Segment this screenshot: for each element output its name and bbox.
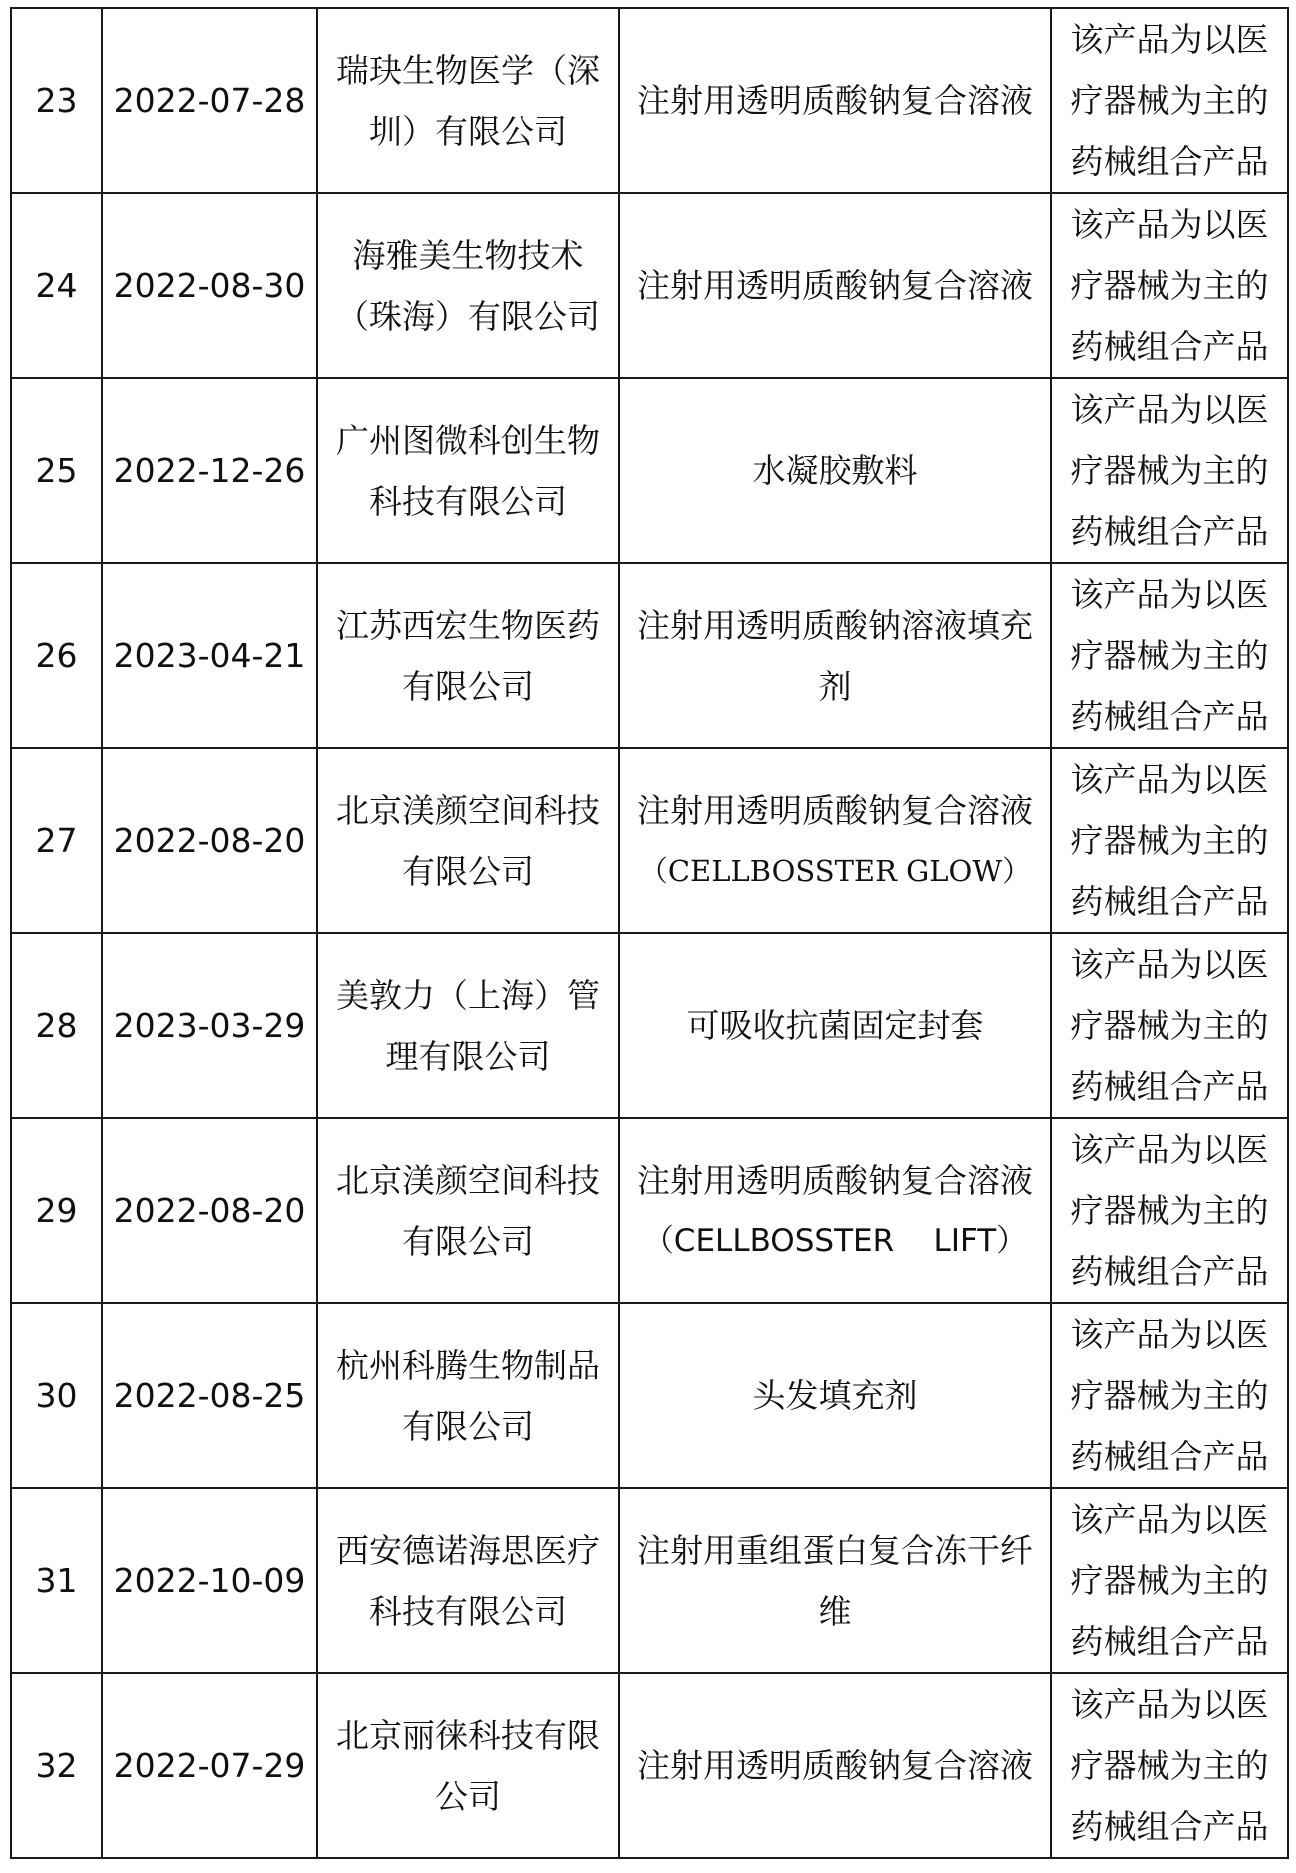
cell-date: 2023-03-29: [102, 933, 317, 1118]
cell-note: 该产品为以医疗器械为主的药械组合产品: [1051, 748, 1288, 933]
cell-number: 23: [11, 8, 102, 193]
cell-date: 2022-08-30: [102, 193, 317, 378]
cell-date: 2023-04-21: [102, 563, 317, 748]
cell-note: 该产品为以医疗器械为主的药械组合产品: [1051, 193, 1288, 378]
cell-company: 广州图微科创生物科技有限公司: [317, 378, 619, 563]
product-name: 注射用透明质酸钠复合溶液: [637, 81, 1033, 120]
cell-company: 美敦力（上海）管理有限公司: [317, 933, 619, 1118]
cell-company: 瑞玦生物医学（深圳）有限公司: [317, 8, 619, 193]
cell-product: [619, 563, 1051, 748]
product-name: 注射用透明质酸钠复合溶液: [637, 1746, 1033, 1785]
cell-date: 2022-07-29: [102, 1673, 317, 1858]
cell-product: [619, 1673, 1051, 1858]
product-name: 注射用透明质酸钠复合溶液: [637, 790, 1033, 830]
cell-product: [619, 748, 1051, 933]
product-name: 注射用重组蛋白复合冻干纤维: [637, 1530, 1033, 1631]
table-row: [11, 1118, 1288, 1303]
cell-company: 北京丽徕科技有限公司: [317, 1673, 619, 1858]
product-name: 头发填充剂: [752, 1376, 918, 1415]
cell-note: 该产品为以医疗器械为主的药械组合产品: [1051, 933, 1288, 1118]
product-model: （CELLBOSSTER GLOW）: [638, 853, 1032, 888]
table-row: [11, 933, 1288, 1118]
cell-date: 2022-10-09: [102, 1488, 317, 1673]
table-row: [11, 1673, 1288, 1858]
product-name: 注射用透明质酸钠溶液填充剂: [637, 605, 1033, 706]
cell-note: 该产品为以医疗器械为主的药械组合产品: [1051, 1303, 1288, 1488]
product-name: 可吸收抗菌固定封套: [686, 1006, 984, 1045]
cell-date: 2022-08-20: [102, 1118, 317, 1303]
table-row: [11, 378, 1288, 563]
product-name: 注射用透明质酸钠复合溶液: [637, 1160, 1033, 1200]
cell-product: [619, 8, 1051, 193]
cell-company: 北京渼颜空间科技有限公司: [317, 748, 619, 933]
table-row: [11, 8, 1288, 193]
cell-date: 2022-07-28: [102, 8, 317, 193]
cell-note: 该产品为以医疗器械为主的药械组合产品: [1051, 1118, 1288, 1303]
cell-product: [619, 193, 1051, 378]
table-row: [11, 193, 1288, 378]
cell-product: [619, 1118, 1051, 1303]
product-name: 水凝胶敷料: [752, 451, 918, 490]
cell-product: [619, 1303, 1051, 1488]
cell-number: 27: [11, 748, 102, 933]
cell-note: 该产品为以医疗器械为主的药械组合产品: [1051, 563, 1288, 748]
product-model: （CELLBOSSTER LIFT）: [642, 1222, 1028, 1259]
cell-product: [619, 378, 1051, 563]
cell-date: 2022-12-26: [102, 378, 317, 563]
cell-company: 西安德诺海思医疗科技有限公司: [317, 1488, 619, 1673]
table-row: [11, 1303, 1288, 1488]
cell-company: 江苏西宏生物医药有限公司: [317, 563, 619, 748]
product-registry-table: [10, 7, 1289, 1859]
table-row: [11, 563, 1288, 748]
cell-product: [619, 1488, 1051, 1673]
cell-number: 29: [11, 1118, 102, 1303]
cell-number: 32: [11, 1673, 102, 1858]
cell-company: 海雅美生物技术（珠海）有限公司: [317, 193, 619, 378]
cell-date: 2022-08-20: [102, 748, 317, 933]
cell-product: [619, 933, 1051, 1118]
cell-company: 北京渼颜空间科技有限公司: [317, 1118, 619, 1303]
table-row: [11, 748, 1288, 933]
cell-number: 28: [11, 933, 102, 1118]
cell-number: 24: [11, 193, 102, 378]
cell-number: 30: [11, 1303, 102, 1488]
cell-note: 该产品为以医疗器械为主的药械组合产品: [1051, 378, 1288, 563]
cell-number: 31: [11, 1488, 102, 1673]
cell-date: 2022-08-25: [102, 1303, 317, 1488]
cell-note: 该产品为以医疗器械为主的药械组合产品: [1051, 1488, 1288, 1673]
table-row: [11, 1488, 1288, 1673]
product-name: 注射用透明质酸钠复合溶液: [637, 266, 1033, 305]
cell-number: 25: [11, 378, 102, 563]
cell-note: 该产品为以医疗器械为主的药械组合产品: [1051, 1673, 1288, 1858]
cell-note: 该产品为以医疗器械为主的药械组合产品: [1051, 8, 1288, 193]
cell-company: 杭州科腾生物制品有限公司: [317, 1303, 619, 1488]
cell-number: 26: [11, 563, 102, 748]
